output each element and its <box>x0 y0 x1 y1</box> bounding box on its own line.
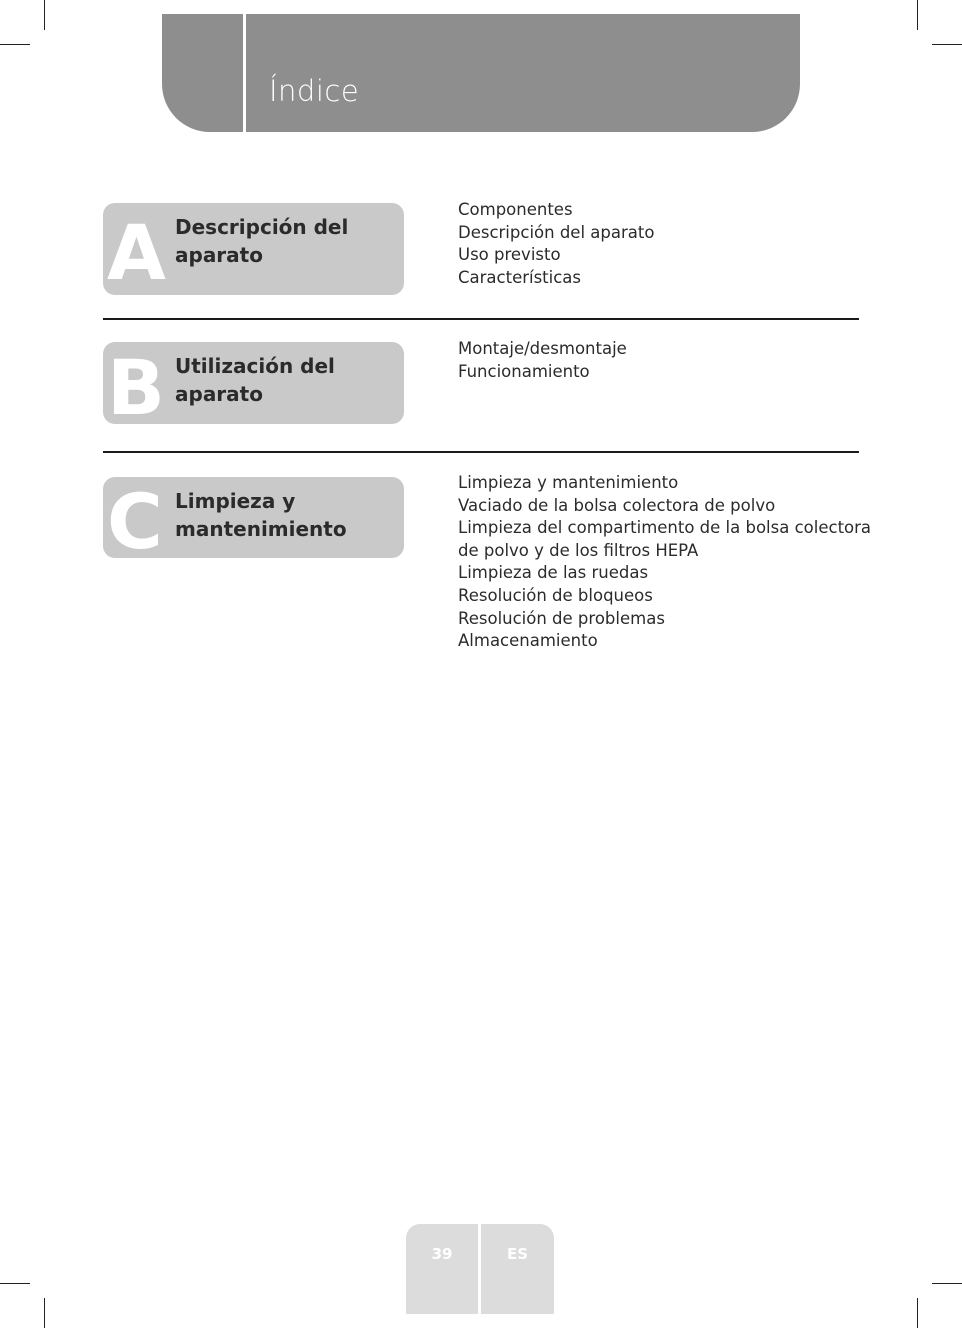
section-a-card <box>103 203 404 295</box>
header-divider <box>243 14 246 132</box>
section-b-card <box>103 342 404 424</box>
section-title-line2: aparato <box>175 382 263 406</box>
page-header <box>162 14 800 132</box>
crop-mark <box>932 44 962 45</box>
section-c-card <box>103 477 404 558</box>
section-letter: B <box>107 343 165 424</box>
section-divider <box>103 318 859 320</box>
crop-mark <box>917 1298 918 1328</box>
topic-item: Limpieza de las ruedas <box>458 563 649 583</box>
topic-item: Resolución de bloqueos <box>458 585 653 605</box>
crop-mark <box>917 0 918 30</box>
section-title-line2: mantenimiento <box>175 517 347 541</box>
section-c-topics <box>458 472 872 653</box>
section-letter: C <box>107 477 163 558</box>
topic-item: Limpieza y mantenimiento <box>458 473 679 492</box>
language-tab <box>481 1224 554 1314</box>
topic-item: Características <box>458 267 582 287</box>
topic-item: Componentes <box>458 200 573 219</box>
crop-mark <box>44 0 45 30</box>
topic-item: Uso previsto <box>458 245 561 265</box>
crop-mark <box>932 1283 962 1284</box>
section-divider <box>103 451 859 453</box>
page-number-tab <box>406 1224 478 1314</box>
section-title-line2: aparato <box>175 243 263 267</box>
crop-mark <box>0 44 30 45</box>
section-title <box>175 487 400 543</box>
topic-item: Almacenamiento <box>458 631 598 651</box>
topic-item: Resolución de problemas <box>458 608 665 628</box>
topic-item: Montaje/desmontaje <box>458 339 627 358</box>
topic-item: de polvo y de los filtros HEPA <box>458 540 699 560</box>
page-number: 39 <box>431 1245 453 1263</box>
crop-mark <box>0 1283 30 1284</box>
section-title <box>175 213 400 269</box>
crop-mark <box>44 1298 45 1328</box>
topic-item: Limpieza del compartimento de la bolsa colectora <box>458 518 872 538</box>
section-b-topics <box>458 338 868 383</box>
language-code: ES <box>506 1245 529 1263</box>
topic-item: Vaciado de la bolsa colectora de polvo <box>458 495 776 515</box>
topic-item: Funcionamiento <box>458 361 590 381</box>
section-title <box>175 352 400 408</box>
topic-item: Descripción del aparato <box>458 222 655 242</box>
section-title-line1: Utilización del <box>175 354 335 378</box>
section-a-topics <box>458 199 868 289</box>
page-title: Índice <box>269 74 360 108</box>
section-letter: A <box>107 208 166 295</box>
section-title-line1: Limpieza y <box>175 489 296 513</box>
section-title-line1: Descripción del <box>175 215 349 239</box>
